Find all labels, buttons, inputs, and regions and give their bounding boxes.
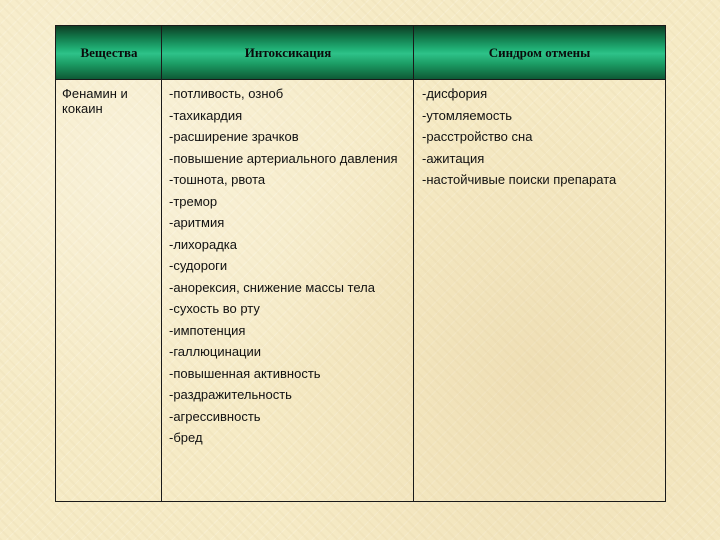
- list-item: -дисфория: [422, 86, 488, 101]
- table-header-row: [56, 26, 665, 80]
- list-item: -утомляемость: [422, 107, 513, 123]
- list-item: -галлюцинации: [169, 344, 262, 359]
- list-item: -бред: [169, 430, 203, 445]
- list-item: -расширение зрачков: [169, 129, 299, 144]
- list-item: -лихорадка: [169, 236, 238, 252]
- list-item: -импотенция: [169, 322, 246, 338]
- cell-withdrawal: [422, 86, 662, 194]
- header-substances: Вещества: [80, 44, 138, 60]
- column-divider: [413, 26, 414, 501]
- cell-intoxication: [169, 86, 409, 452]
- list-item: -потливость, озноб: [169, 86, 284, 101]
- list-item: -повышенная активность: [169, 365, 321, 381]
- list-item: -анорексия, снижение массы тела: [169, 279, 375, 295]
- list-item: -судороги: [169, 258, 228, 273]
- list-item: -настойчивые поиски препарата: [422, 172, 617, 187]
- list-item: -тошнота, рвота: [169, 172, 266, 187]
- list-item: -сухость во рту: [169, 301, 260, 316]
- list-item: -повышение артериального давления: [169, 150, 398, 166]
- list-item: -расстройство сна: [422, 129, 533, 144]
- list-item: -тахикардия: [169, 107, 243, 123]
- list-item: -тремор: [169, 193, 218, 209]
- list-item: -ажитация: [422, 150, 485, 166]
- list-item: -раздражительность: [169, 387, 292, 402]
- list-item: -аритмия: [169, 215, 225, 230]
- cell-substance: Фенамин и кокаин: [62, 86, 128, 116]
- substance-table: [55, 25, 666, 502]
- list-item: -агрессивность: [169, 408, 261, 424]
- column-divider: [161, 26, 162, 501]
- header-withdrawal: Синдром отмены: [488, 44, 591, 60]
- header-intoxication: Интоксикация: [244, 44, 332, 60]
